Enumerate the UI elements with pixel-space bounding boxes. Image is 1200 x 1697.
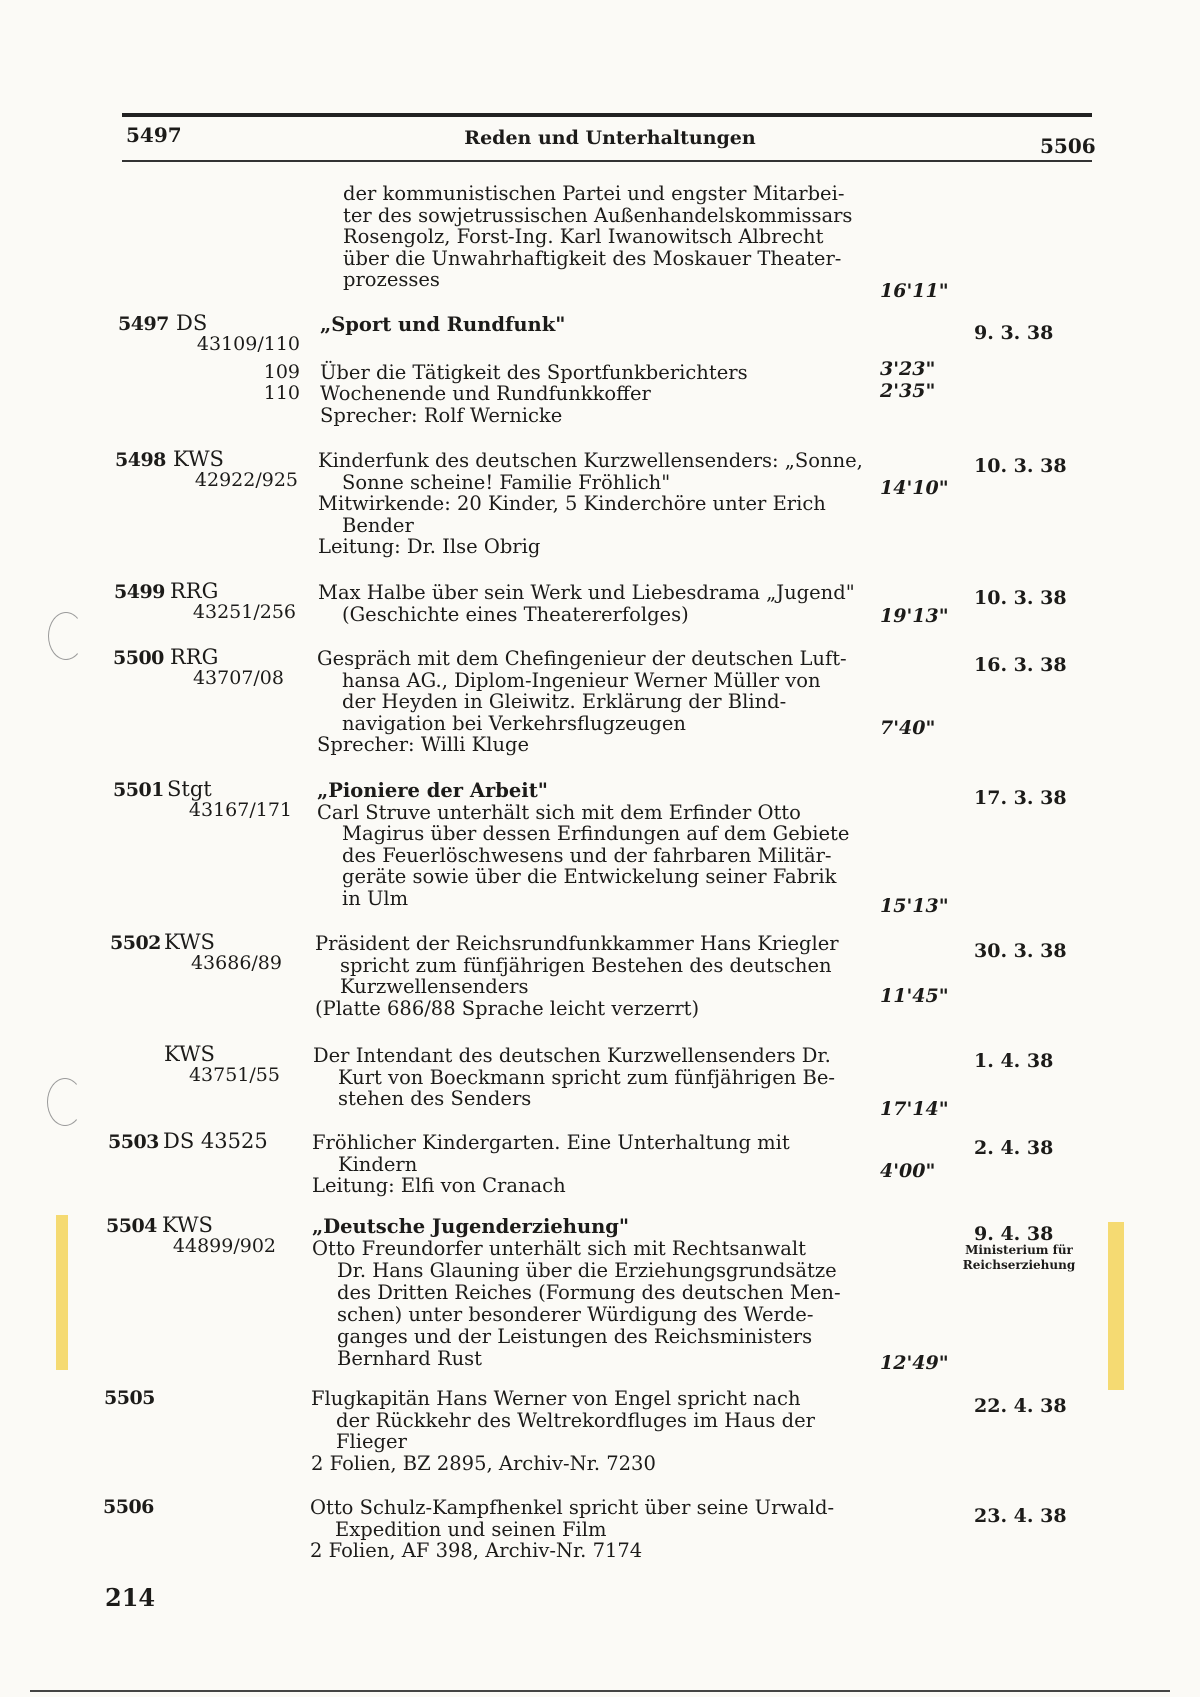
entry-text-line: Bernhard Rust [337, 1347, 483, 1370]
entry-duration: 14'10" [880, 477, 949, 499]
entry-disc-number: 43751/55 [188, 1064, 280, 1086]
entry-text-line: Sonne scheine! Familie Fröhlich" [342, 470, 671, 494]
entry-text-line: (Geschichte eines Theatererfolges) [342, 602, 689, 626]
header-title: Reden und Unterhaltungen [464, 127, 756, 149]
entry-number: 5502 [110, 932, 161, 954]
bottom-rule [30, 1690, 1170, 1692]
highlight-marker-right [1108, 1222, 1124, 1390]
entry-duration: 12'49" [880, 1352, 949, 1374]
entry-sender: KWS [164, 930, 215, 954]
entry-sender: RRG [170, 645, 219, 669]
entry-number: 5503 [108, 1131, 159, 1153]
punch-hole-mark [47, 1078, 83, 1126]
page-number: 214 [105, 1583, 156, 1612]
entry-text-line: in Ulm [342, 886, 409, 910]
entry-text-line: „Sport und Rundfunk" [320, 313, 566, 336]
entry-date: 10. 3. 38 [974, 455, 1067, 477]
entry-text-line: des Feuerlöschwesens und der fahrbaren Militär- [342, 843, 832, 867]
entry-date: 30. 3. 38 [974, 940, 1067, 962]
entry-duration: 19'13" [880, 605, 949, 627]
entry-number: 5499 [114, 581, 165, 603]
entry-disc-number: 43707/08 [192, 667, 284, 689]
entry-text-line: ter des sowjetrussischen Außenhandelskommissars [343, 203, 853, 227]
entry-text-line: der Rückkehr des Weltrekordfluges im Haus der [336, 1408, 815, 1432]
entry-sender: KWS [164, 1042, 215, 1066]
entry-date: 10. 3. 38 [974, 587, 1067, 609]
entry-text-line: Carl Struve unterhält sich mit dem Erfinder Otto [317, 800, 801, 824]
entry-text-line: navigation bei Verkehrsflugzeugen [342, 711, 686, 735]
header-left-number: 5497 [126, 123, 182, 147]
entry-date: 9. 3. 38 [974, 322, 1054, 344]
entry-text-line: Leitung: Dr. Ilse Obrig [318, 535, 541, 558]
entry-sender: DS 43525 [163, 1129, 268, 1153]
entry-disc-number: 43251/256 [192, 601, 296, 623]
entry-text-line: Bender [342, 513, 414, 537]
header-rule-bottom [122, 160, 1092, 162]
entry-text-line: schen) unter besonderer Würdigung des Werde- [337, 1303, 814, 1326]
entry-disc-number: 43686/89 [190, 952, 282, 974]
entry-text-line: Leitung: Elfi von Cranach [312, 1174, 566, 1197]
entry-date: 22. 4. 38 [974, 1395, 1067, 1417]
entry-text-line: prozesses [343, 268, 440, 291]
entry-disc-number: 44899/902 [172, 1235, 276, 1257]
entry-text-line: Expedition und seinen Film [335, 1517, 607, 1541]
entry-duration: 4'00" [880, 1160, 936, 1182]
entry-duration: 7'40" [880, 717, 936, 739]
entry-text-line: Kindern [338, 1152, 418, 1176]
entry-text-line: der kommunistischen Partei und engster Mitarbei- [343, 182, 845, 205]
entry-text-line: Dr. Hans Glauning über die Erziehungsgrundsätze [337, 1259, 837, 1282]
entry-number: 5497 [118, 313, 169, 335]
entry-text-line: Sprecher: Willi Kluge [317, 733, 530, 756]
entry-text-line: Flugkapitän Hans Werner von Engel spricht nach [311, 1387, 801, 1410]
entry-note: Ministerium für Reichserziehung [962, 1243, 1076, 1272]
entry-number: 5504 [106, 1215, 157, 1237]
entry-text-line: (Platte 686/88 Sprache leicht verzerrt) [315, 996, 700, 1020]
entry-disc-number: 43109/110 [196, 333, 300, 355]
entry-text-line: Otto Schulz-Kampfhenkel spricht über seine Urwald- [310, 1496, 835, 1519]
entry-sender: KWS [173, 447, 224, 471]
entry-text-line: der Heyden in Gleiwitz. Erklärung der Blind- [342, 690, 787, 713]
entry-disc-number: 109 [263, 361, 300, 383]
entry-text-line: Über die Tätigkeit des Sportfunkberichters [320, 361, 748, 384]
entry-duration: 3'23" [880, 358, 936, 380]
header-rule [122, 113, 1092, 117]
entry-sender: DS [176, 311, 208, 335]
entry-text-line: Max Halbe über sein Werk und Liebesdrama „Jugend" [318, 581, 855, 604]
entry-text-line: Kurzwellensenders [340, 975, 529, 998]
entry-date: 2. 4. 38 [974, 1137, 1054, 1159]
entry-disc-number: 110 [263, 382, 300, 404]
entry-number: 5498 [115, 449, 166, 471]
entry-text-line: hansa AG., Diplom-Ingenieur Werner Müller von [342, 668, 821, 692]
entry-date: 23. 4. 38 [974, 1505, 1067, 1527]
entry-text-line: Rosengolz, Forst-Ing. Karl Iwanowitsch Albrecht [343, 225, 824, 248]
entry-date: 9. 4. 38 [974, 1223, 1054, 1245]
entry-sender: Stgt [167, 777, 212, 801]
entry-date: 16. 3. 38 [974, 654, 1067, 676]
entry-duration: 15'13" [880, 895, 949, 917]
entry-number: 5506 [103, 1496, 154, 1518]
entry-text-line: Gespräch mit dem Chefingenieur der deutschen Luft- [317, 647, 847, 670]
entry-number: 5500 [113, 647, 164, 669]
header-right-number: 5506 [1040, 134, 1096, 158]
entry-sender: KWS [162, 1213, 213, 1237]
entry-text-line: Der Intendant des deutschen Kurzwellensenders Dr. [313, 1044, 831, 1067]
entry-text-line: „Deutsche Jugenderziehung" [312, 1215, 630, 1238]
entry-text-line: Sprecher: Rolf Wernicke [320, 404, 563, 427]
entry-text-line: Kurt von Boeckmann spricht zum fünfjährigen Be- [338, 1065, 836, 1089]
entry-text-line: 2 Folien, AF 398, Archiv-Nr. 7174 [310, 1539, 643, 1562]
entry-text-line: Flieger [336, 1430, 407, 1453]
entry-text-line: Kinderfunk des deutschen Kurzwellensenders: „Sonne, [318, 449, 863, 472]
entry-text-line: „Pioniere der Arbeit" [317, 779, 548, 802]
entry-text-line: über die Unwahrhaftigkeit des Moskauer Theater- [343, 246, 842, 270]
entry-text-line: spricht zum fünfjährigen Bestehen des deutschen [340, 953, 832, 977]
entry-text-line: ganges und der Leistungen des Reichsministers [337, 1325, 813, 1348]
entry-number: 5501 [113, 779, 164, 801]
entry-disc-number: 43167/171 [188, 799, 292, 821]
entry-duration: 16'11" [880, 280, 949, 302]
entry-text-line: geräte sowie über die Entwickelung seiner Fabrik [342, 865, 837, 888]
entry-number: 5505 [104, 1387, 155, 1409]
entry-text-line: Fröhlicher Kindergarten. Eine Unterhaltung mit [312, 1131, 790, 1154]
entry-text-line: Wochenende und Rundfunkkoffer [320, 382, 651, 405]
entry-disc-number: 42922/925 [194, 469, 298, 491]
entry-duration: 2'35" [880, 380, 936, 402]
entry-text-line: stehen des Senders [338, 1087, 532, 1110]
punch-hole-mark [48, 612, 84, 660]
entry-text-line: Mitwirkende: 20 Kinder, 5 Kinderchöre unter Erich [318, 492, 826, 515]
entry-text-line: des Dritten Reiches (Formung des deutschen Men- [337, 1281, 841, 1304]
entry-text-line: 2 Folien, BZ 2895, Archiv-Nr. 7230 [311, 1451, 656, 1475]
highlight-marker-left [56, 1215, 68, 1370]
entry-text-line: Otto Freundorfer unterhält sich mit Rechtsanwalt [312, 1237, 807, 1260]
entry-text-line: Präsident der Reichsrundfunkkammer Hans Kriegler [315, 932, 839, 955]
entry-date: 17. 3. 38 [974, 787, 1067, 809]
entry-sender: RRG [170, 579, 219, 603]
entry-duration: 11'45" [880, 985, 949, 1007]
entry-text-line: Magirus über dessen Erfindungen auf dem Gebiete [342, 822, 850, 845]
entry-duration: 17'14" [880, 1098, 949, 1120]
entry-date: 1. 4. 38 [974, 1050, 1054, 1072]
